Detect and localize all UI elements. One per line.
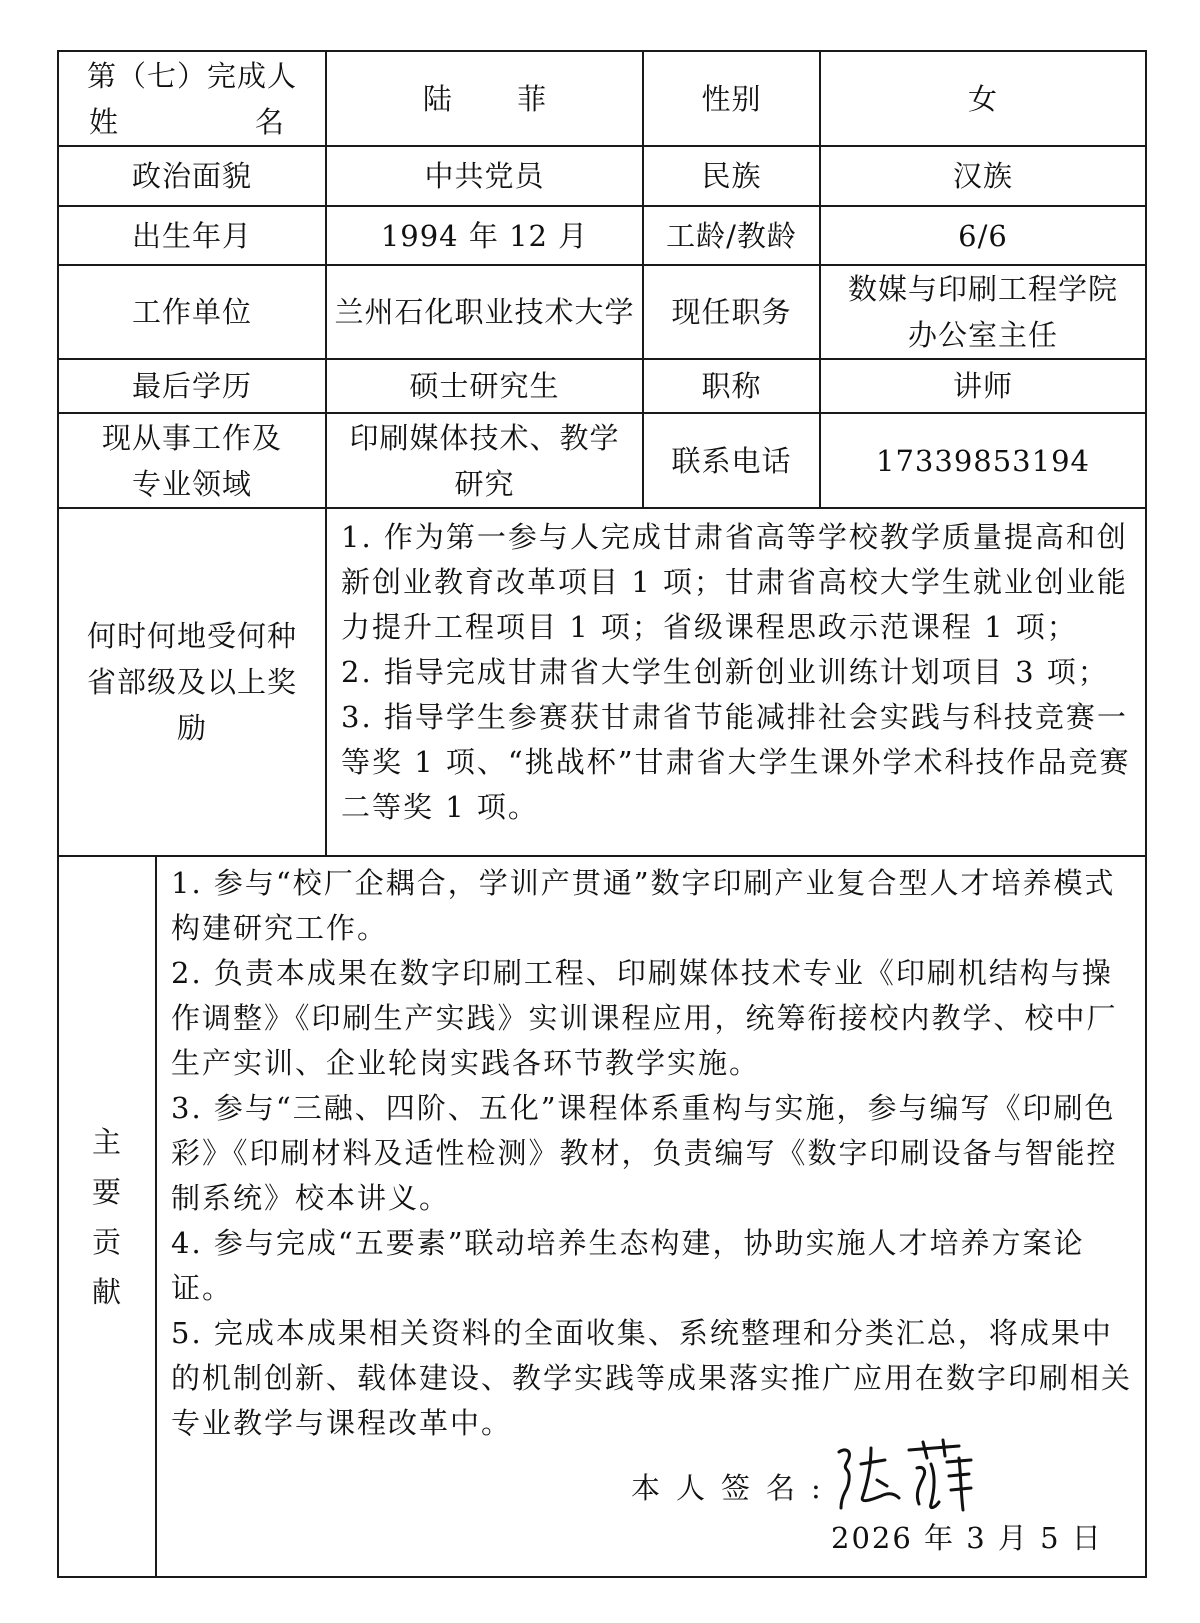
field-label: 现从事工作及专业领域 bbox=[58, 413, 326, 508]
contributions-content bbox=[156, 856, 1146, 1577]
title-label: 职称 bbox=[643, 359, 820, 413]
phone-label: 联系电话 bbox=[643, 413, 820, 508]
signature-label: 本人签名: bbox=[631, 1471, 837, 1505]
award-item: 3. 指导学生参赛获甘肃省节能减排社会实践与科技竞赛一等奖 1 项、“挑战杯”甘肃省大学生课外学术科技作品竞赛二等奖 1 项。 bbox=[341, 700, 1131, 824]
politics-label: 政治面貌 bbox=[58, 146, 326, 206]
gender-value: 女 bbox=[820, 51, 1146, 146]
row-education bbox=[58, 359, 1146, 413]
name-label bbox=[58, 51, 326, 146]
handwritten-signature bbox=[831, 1438, 981, 1518]
name-text: 陆 菲 bbox=[422, 81, 575, 116]
contrib-label-char: 贡 bbox=[91, 1224, 122, 1259]
field-value: 印刷媒体技术、教学研究 bbox=[326, 413, 643, 508]
contribution-item: 5. 完成本成果相关资料的全面收集、系统整理和分类汇总，将成果中的机制创新、载体建设、教学实践等成果落实推广应用在数字印刷相关专业教学与课程改革中。 bbox=[171, 1316, 1133, 1440]
contribution-item: 3. 参与“三融、四阶、五化”课程体系重构与实施，参与编写《印刷色彩》《印刷材料及适性检测》教材，负责编写《数字印刷设备与智能控制系统》校本讲义。 bbox=[171, 1091, 1118, 1215]
row-awards bbox=[58, 508, 1146, 856]
award-item: 2. 指导完成甘肃省大学生创新创业训练计划项目 3 项； bbox=[341, 655, 1109, 689]
awards-content bbox=[326, 508, 1146, 856]
row-field bbox=[58, 413, 1146, 508]
award-item: 1. 作为第一参与人完成甘肃省高等学校教学质量提高和创新创业教育改革项目 1 项；甘肃省高校大学生就业创业能力提升工程项目 1 项；省级课程思政示范课程 1 项； bbox=[341, 520, 1128, 644]
row-birth bbox=[58, 206, 1146, 265]
signature-block bbox=[171, 1446, 1133, 1566]
name-label-line2: 姓名 bbox=[89, 104, 286, 139]
education-value: 硕士研究生 bbox=[326, 359, 643, 413]
name-value bbox=[326, 51, 643, 146]
name-label-line1: 第（七）完成人 bbox=[87, 58, 298, 93]
row-unit bbox=[58, 265, 1146, 359]
contrib-label-char: 献 bbox=[91, 1274, 122, 1309]
years-label: 工龄/教龄 bbox=[643, 206, 820, 265]
unit-label: 工作单位 bbox=[58, 265, 326, 359]
position-label: 现任职务 bbox=[643, 265, 820, 359]
position-value: 数媒与印刷工程学院办公室主任 bbox=[820, 265, 1146, 359]
row-contributions bbox=[58, 856, 1146, 1577]
contribution-item: 2. 负责本成果在数字印刷工程、印刷媒体技术专业《印刷机结构与操作调整》《印刷生产实践》实训课程应用，统筹衔接校内教学、校中厂生产实训、企业轮岗实践各环节教学实施。 bbox=[171, 956, 1118, 1080]
years-value: 6/6 bbox=[820, 206, 1146, 265]
gender-label: 性别 bbox=[643, 51, 820, 146]
contrib-label-char: 主 bbox=[91, 1124, 122, 1159]
birth-value: 1994 年 12 月 bbox=[326, 206, 643, 265]
row-name bbox=[58, 51, 1146, 146]
personal-info-form bbox=[57, 50, 1147, 1578]
politics-value: 中共党员 bbox=[326, 146, 643, 206]
ethnic-value: 汉族 bbox=[820, 146, 1146, 206]
signature-date: 2026 年 3 月 5 日 bbox=[831, 1521, 1103, 1555]
ethnic-label: 民族 bbox=[643, 146, 820, 206]
contrib-label-char: 要 bbox=[91, 1174, 122, 1209]
row-politics bbox=[58, 146, 1146, 206]
contributions-label bbox=[58, 856, 156, 1577]
contribution-item: 4. 参与完成“五要素”联动培养生态构建，协助实施人才培养方案论证。 bbox=[171, 1226, 1085, 1305]
awards-label: 何时何地受何种省部级及以上奖励 bbox=[58, 508, 326, 856]
birth-label: 出生年月 bbox=[58, 206, 326, 265]
title-value: 讲师 bbox=[820, 359, 1146, 413]
phone-value: 17339853194 bbox=[820, 413, 1146, 508]
contribution-item: 1. 参与“校厂企耦合，学训产贯通”数字印刷产业复合型人才培养模式构建研究工作。 bbox=[171, 866, 1116, 945]
education-label: 最后学历 bbox=[58, 359, 326, 413]
unit-value: 兰州石化职业技术大学 bbox=[326, 265, 643, 359]
